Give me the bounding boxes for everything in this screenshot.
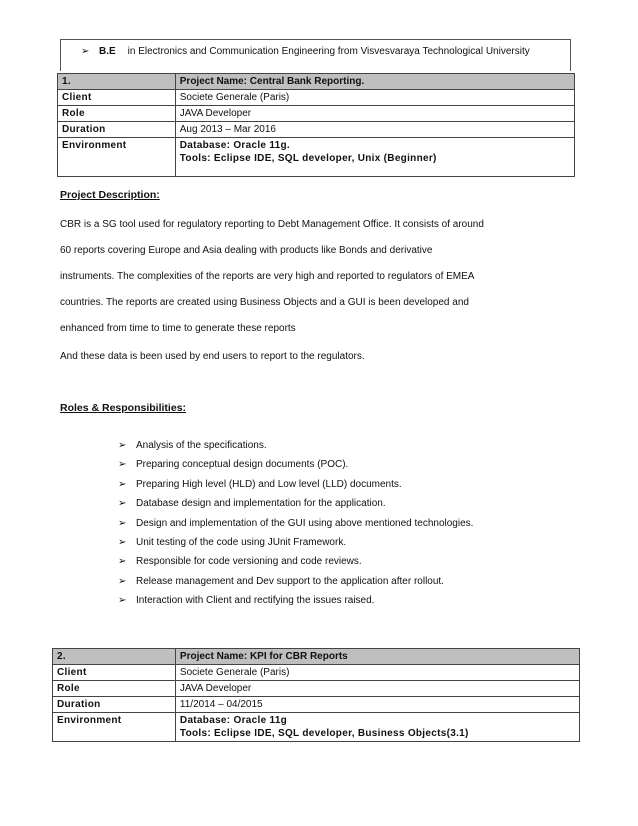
list-item [118, 537, 473, 556]
role-label: Role [53, 681, 176, 697]
arrow-bullet-icon: ➢ [118, 536, 127, 548]
list-item [118, 518, 473, 537]
description-line: instruments. The complexities of the reports are very high and reported to regulators of EMEA [60, 271, 475, 282]
list-item [118, 479, 473, 498]
list-item-text: Preparing conceptual design documents (POC). [136, 459, 349, 471]
duration-value: Aug 2013 – Mar 2016 [175, 122, 574, 138]
arrow-bullet-icon: ➢ [118, 459, 127, 471]
arrow-bullet-icon: ➢ [118, 575, 127, 587]
arrow-bullet-icon: ➢ [118, 498, 127, 510]
client-value: Societe Generale (Paris) [175, 665, 579, 681]
client-label: Client [58, 90, 176, 106]
education-box [60, 39, 571, 71]
project-description-body [60, 219, 575, 349]
project-2-table [52, 648, 580, 742]
list-item-text: Database design and implementation for the application. [136, 498, 386, 510]
table-row [58, 138, 575, 177]
list-item [118, 459, 473, 478]
project-1-number: 1. [58, 74, 176, 90]
arrow-bullet-icon: ➢ [81, 46, 90, 57]
project-2-name: Project Name: KPI for CBR Reports [175, 649, 579, 665]
list-item-text: Preparing High level (HLD) and Low level (LLD) documents. [136, 478, 402, 490]
table-row [53, 681, 580, 697]
environment-value [175, 713, 579, 742]
list-item-text: Responsible for code versioning and code reviews. [136, 556, 362, 568]
client-label: Client [53, 665, 176, 681]
arrow-bullet-icon: ➢ [118, 517, 127, 529]
project-1-name: Project Name: Central Bank Reporting. [175, 74, 574, 90]
arrow-bullet-icon: ➢ [118, 556, 127, 568]
roles-responsibilities-title: Roles & Responsibilities: [60, 402, 187, 414]
list-item [118, 556, 473, 575]
project-1-header-row [58, 74, 575, 90]
table-row [53, 713, 580, 742]
education-description: in Electronics and Communication Engineering from Visvesvaraya Technological University [127, 46, 530, 57]
tools-text: Tools: Eclipse IDE, SQL developer, Unix (Beginner) [179, 153, 437, 164]
description-line: 60 reports covering Europe and Asia dealing with products like Bonds and derivative [60, 245, 433, 256]
role-value: JAVA Developer [175, 681, 579, 697]
project-2-number: 2. [53, 649, 176, 665]
duration-value: 11/2014 – 04/2015 [175, 697, 579, 713]
education-text-wrap [81, 46, 567, 58]
environment-value [175, 138, 574, 177]
list-item [118, 498, 473, 517]
list-item-text: Unit testing of the code using JUnit Framework. [136, 536, 347, 548]
role-label: Role [58, 106, 176, 122]
client-value: Societe Generale (Paris) [175, 90, 574, 106]
project-2-header-row [53, 649, 580, 665]
list-item-text: Release management and Dev support to the application after rollout. [136, 575, 444, 587]
description-line: enhanced from time to time to generate these reports [60, 323, 296, 334]
list-item-text: Design and implementation of the GUI using above mentioned technologies. [136, 517, 474, 529]
environment-label: Environment [53, 713, 176, 742]
table-row [58, 106, 575, 122]
table-row [53, 665, 580, 681]
description-line: CBR is a SG tool used for regulatory reporting to Debt Management Office. It consists of around [60, 219, 484, 230]
tools-text: Tools: Eclipse IDE, SQL developer, Business Objects(3.1) [179, 728, 469, 739]
list-item [118, 576, 473, 595]
table-row [58, 122, 575, 138]
table-row [58, 90, 575, 106]
duration-label: Duration [58, 122, 176, 138]
role-value: JAVA Developer [175, 106, 574, 122]
responsibilities-list [118, 440, 473, 615]
list-item-text: Interaction with Client and rectifying the issues raised. [136, 595, 375, 607]
environment-label: Environment [58, 138, 176, 177]
database-text: Database: Oracle 11g [179, 715, 288, 726]
list-item [118, 440, 473, 459]
description-line: countries. The reports are created using Business Objects and a GUI is been developed and [60, 297, 469, 308]
list-item-text: Analysis of the specifications. [136, 440, 267, 451]
arrow-bullet-icon: ➢ [118, 595, 127, 607]
list-item [118, 595, 473, 614]
project-1-table [57, 73, 575, 177]
project-description-title: Project Description: [60, 189, 160, 201]
database-text: Database: Oracle 11g. [179, 140, 291, 151]
education-degree: B.E [99, 46, 116, 57]
arrow-bullet-icon: ➢ [118, 478, 127, 490]
table-row [53, 697, 580, 713]
arrow-bullet-icon: ➢ [118, 440, 127, 451]
duration-label: Duration [53, 697, 176, 713]
description-extra: And these data is been used by end users to report to the regulators. [60, 351, 365, 362]
education-entry [81, 46, 567, 58]
